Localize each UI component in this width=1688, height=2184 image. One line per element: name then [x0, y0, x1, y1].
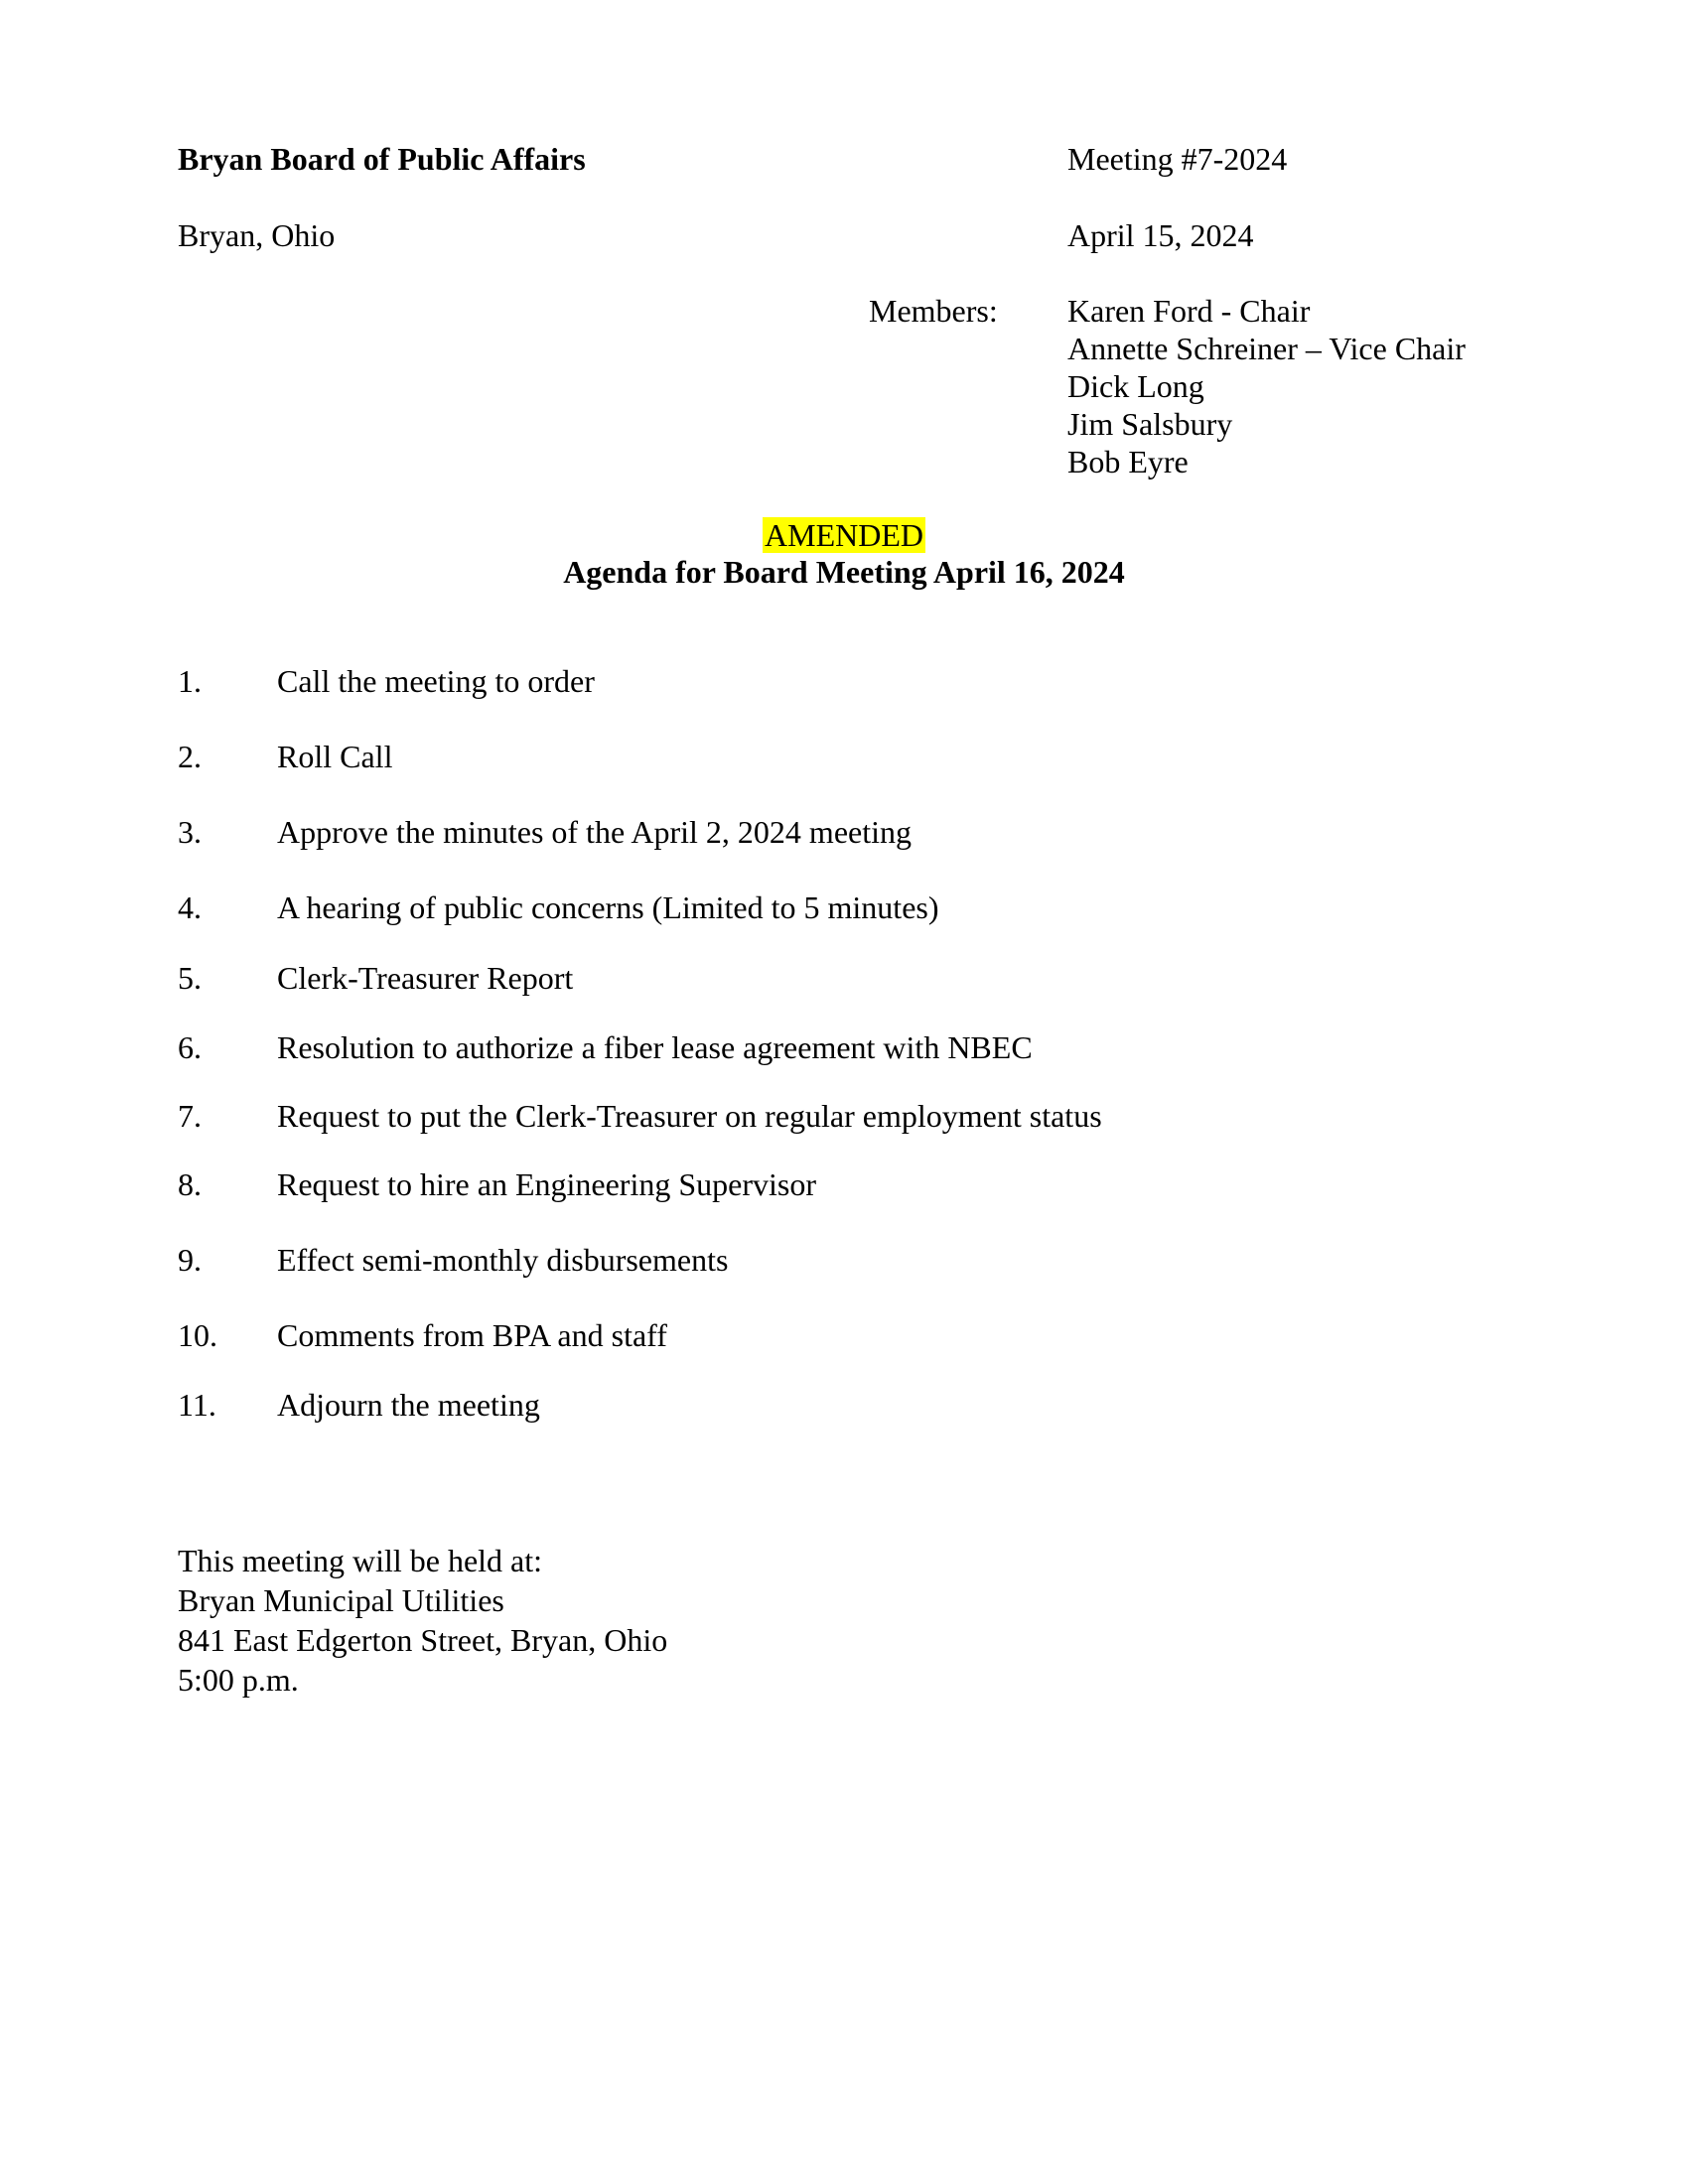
member-name: Jim Salsbury	[1067, 406, 1233, 442]
agenda-item-text: Call the meeting to order	[277, 663, 595, 699]
agenda-item-text: A hearing of public concerns (Limited to 5 minutes)	[277, 889, 939, 925]
amended-label	[0, 516, 1688, 554]
member-name: Bob Eyre	[1067, 444, 1189, 479]
agenda-item-number: 6.	[178, 1029, 202, 1065]
agenda-item-text: Request to hire an Engineering Supervisor	[277, 1166, 816, 1202]
agenda-item-number: 2.	[178, 739, 202, 774]
member-name: Annette Schreiner – Vice Chair	[1067, 331, 1466, 366]
agenda-item-text: Adjourn the meeting	[277, 1387, 540, 1423]
agenda-item-text: Clerk-Treasurer Report	[277, 960, 574, 996]
organization-name: Bryan Board of Public Affairs	[178, 141, 586, 177]
agenda-item-text: Resolution to authorize a fiber lease agreement with NBEC	[277, 1029, 1033, 1065]
agenda-item-number: 7.	[178, 1098, 202, 1134]
agenda-item-text: Request to put the Clerk-Treasurer on regular employment status	[277, 1098, 1102, 1134]
member-name: Dick Long	[1067, 368, 1204, 404]
agenda-item-number: 11.	[178, 1387, 216, 1423]
agenda-item-text: Comments from BPA and staff	[277, 1317, 667, 1353]
member-name: Karen Ford - Chair	[1067, 293, 1311, 329]
agenda-item-number: 3.	[178, 814, 202, 850]
agenda-item-number: 1.	[178, 663, 202, 699]
agenda-item-number: 4.	[178, 889, 202, 925]
meeting-number: Meeting #7-2024	[1067, 141, 1288, 177]
meeting-date: April 15, 2024	[1067, 217, 1254, 253]
members-list	[1067, 292, 1466, 480]
meeting-time: 5:00 p.m.	[178, 1662, 299, 1698]
location-intro: This meeting will be held at:	[178, 1543, 543, 1578]
meeting-location	[178, 1542, 667, 1701]
agenda-item-text: Approve the minutes of the April 2, 2024 meeting	[277, 814, 912, 850]
agenda-title: Agenda for Board Meeting April 16, 2024	[563, 554, 1125, 590]
agenda-item-number: 5.	[178, 960, 202, 996]
amended-highlight: AMENDED	[765, 517, 923, 553]
agenda-item-text: Roll Call	[277, 739, 393, 774]
location-venue: Bryan Municipal Utilities	[178, 1582, 504, 1618]
agenda-item-number: 10.	[178, 1317, 217, 1353]
members-label: Members:	[869, 293, 998, 329]
location-address: 841 East Edgerton Street, Bryan, Ohio	[178, 1622, 668, 1658]
agenda-item-number: 8.	[178, 1166, 202, 1202]
agenda-item-number: 9.	[178, 1242, 202, 1278]
agenda-item-text: Effect semi-monthly disbursements	[277, 1242, 729, 1278]
city-state: Bryan, Ohio	[178, 217, 336, 253]
